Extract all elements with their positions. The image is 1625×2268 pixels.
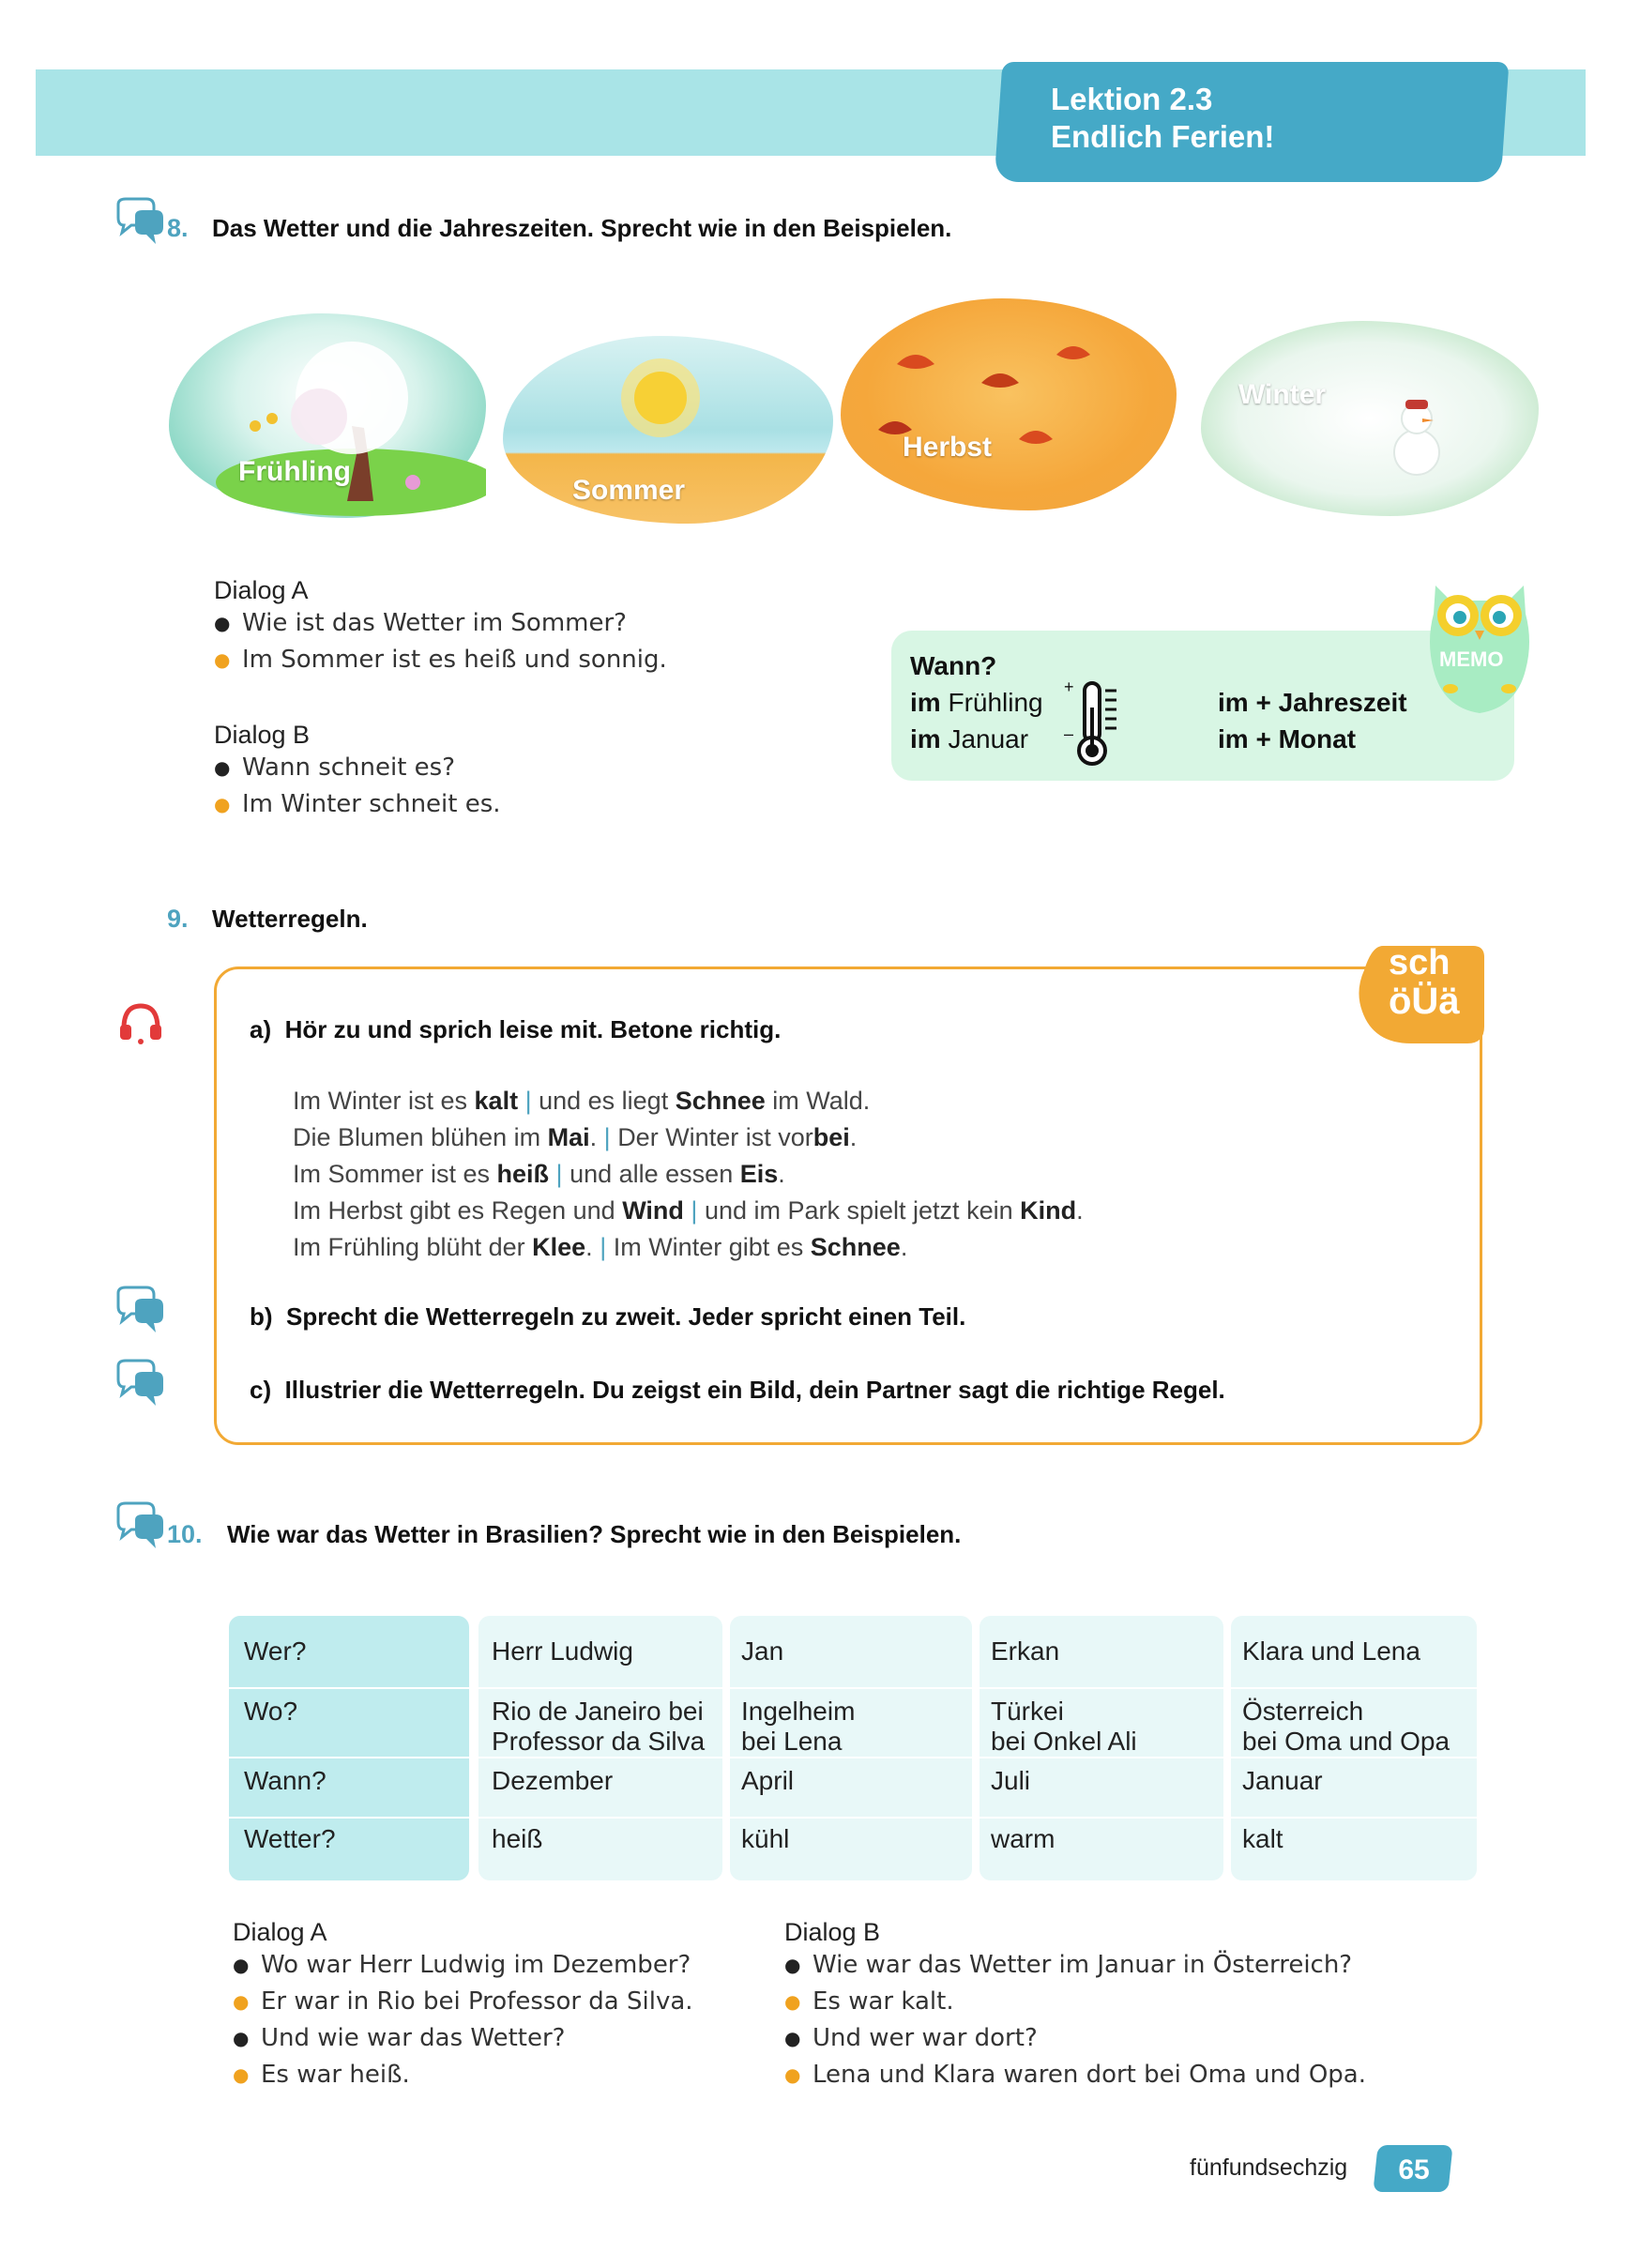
table-column-erkan: [980, 1616, 1223, 1880]
dialog-a-label: Dialog A: [233, 1918, 327, 1946]
table-cell: Ingelheim: [741, 1697, 856, 1726]
exercise-9a-instruction: [250, 1015, 781, 1044]
weather-rule-line: Im Sommer ist es heiß | und alle essen Eis.: [293, 1160, 785, 1188]
table-divider: [1231, 1687, 1477, 1689]
table-cell: Klara und Lena: [1242, 1636, 1420, 1666]
table-cell: Erkan: [991, 1636, 1060, 1666]
table-cell: Rio de Janeiro bei: [492, 1697, 704, 1726]
exercise-10-title: Wie war das Wetter in Brasilien? Sprecht wie in den Beispielen.: [227, 1520, 962, 1548]
bullet-icon: ●: [784, 2027, 801, 2049]
page-number: 65: [1398, 2154, 1430, 2185]
table-cell: Januar: [1242, 1766, 1323, 1795]
dialog-line: ● Wie war das Wetter im Januar in Österreich?: [784, 1947, 1497, 1984]
table-cell: kühl: [741, 1824, 790, 1853]
speech-bubbles-icon: [113, 1359, 165, 1408]
item-b-text: Sprecht die Wetterregeln zu zweit. Jeder spricht einen Teil.: [286, 1302, 966, 1331]
weather-rule-line: Die Blumen blühen im Mai. | Der Winter ist vorbei.: [293, 1123, 858, 1151]
dialog-line: ● Und wer war dort?: [784, 2020, 1497, 2057]
memo-badge: MEMO: [1439, 647, 1504, 671]
table-cell: kalt: [1242, 1824, 1283, 1853]
table-header-column: [229, 1616, 469, 1880]
memo-left-column: [910, 647, 1043, 757]
exercise-9-title: Wetterregeln.: [212, 905, 368, 933]
exercise-8-dialog-a: [214, 576, 796, 678]
table-cell: Professor da Silva: [492, 1727, 706, 1756]
table-header-cell: Wo?: [244, 1697, 298, 1726]
table-column-klara-und-lena: [1231, 1616, 1477, 1880]
thermometer-icon: [1073, 679, 1126, 769]
season-label-spring: Frühling: [238, 456, 351, 487]
bullet-icon: ●: [214, 793, 231, 815]
table-cell: heiß: [492, 1824, 543, 1853]
table-cell: Dezember: [492, 1766, 614, 1795]
exercise-8-title: Das Wetter und die Jahreszeiten. Sprecht wie in den Beispielen.: [212, 214, 952, 242]
lesson-title: [1051, 81, 1274, 156]
table-header-cell: Wann?: [244, 1766, 327, 1795]
snowman-icon: [1201, 321, 1539, 516]
exercise-8-dialog-b: [214, 721, 796, 823]
bullet-icon: ●: [214, 648, 231, 671]
bullet-icon: ●: [233, 2063, 250, 2086]
exercise-10-dialog-b: [784, 1918, 1497, 2093]
season-summer-illustration: [503, 336, 833, 524]
table-divider: [478, 1687, 722, 1689]
dialog-line: ● Es war kalt.: [784, 1984, 1497, 2020]
dialog-a-label: Dialog A: [214, 576, 309, 604]
table-divider: [980, 1757, 1223, 1758]
table-cell: bei Onkel Ali: [991, 1727, 1137, 1756]
memo-rule-2: im + Monat: [1218, 724, 1357, 753]
item-b-label: b): [250, 1302, 273, 1331]
leaves-icon: [841, 298, 1177, 510]
exercise-9b-instruction: [250, 1302, 965, 1332]
exercise-10-dialog-a: [233, 1918, 758, 2093]
bullet-icon: ●: [233, 1954, 250, 1976]
table-divider: [980, 1817, 1223, 1819]
table-header-cell: Wer?: [244, 1636, 307, 1666]
dialog-b-label: Dialog B: [214, 721, 311, 749]
season-winter-illustration: [1201, 321, 1539, 516]
item-c-label: c): [250, 1376, 272, 1404]
memo-question: Wann?: [910, 651, 997, 680]
dialog-line: ● Wie ist das Wetter im Sommer?: [214, 605, 796, 642]
item-a-label: a): [250, 1015, 272, 1043]
weather-rule-line: Im Frühling blüht der Klee. | Im Winter gibt es Schnee.: [293, 1233, 908, 1261]
headphones-icon: [118, 1000, 163, 1045]
bullet-icon: ●: [214, 612, 231, 634]
season-spring-illustration: [169, 313, 486, 518]
dialog-line: ● Und wie war das Wetter?: [233, 2020, 758, 2057]
season-label-winter: Winter: [1238, 379, 1327, 410]
table-header-cell: Wetter?: [244, 1824, 336, 1853]
bullet-icon: ●: [233, 2027, 250, 2049]
weather-rule-line: Im Herbst gibt es Regen und Wind | und im Park spielt jetzt kein Kind.: [293, 1196, 1084, 1225]
speech-bubbles-icon: [113, 197, 165, 246]
exercise-8-number: 8.: [167, 214, 189, 242]
table-column-herr-ludwig: [478, 1616, 722, 1880]
table-divider: [478, 1757, 722, 1758]
dialog-line: ● Es war heiß.: [233, 2057, 758, 2093]
speech-bubbles-icon: [113, 1286, 165, 1334]
table-column-jan: [730, 1616, 972, 1880]
season-label-summer: Sommer: [572, 475, 686, 506]
weather-rule-line: Im Winter ist es kalt | und es liegt Schnee im Wald.: [293, 1087, 871, 1115]
table-divider: [980, 1687, 1223, 1689]
table-divider: [730, 1687, 972, 1689]
thermometer-plus: +: [1064, 677, 1074, 696]
bullet-icon: ●: [214, 756, 231, 779]
table-divider: [730, 1817, 972, 1819]
bullet-icon: ●: [784, 2063, 801, 2086]
memo-row-1: im Frühling: [910, 688, 1043, 717]
exercise-10-number: 10.: [167, 1520, 203, 1548]
exercise-9-number: 9.: [167, 905, 189, 933]
thermometer-minus: –: [1064, 724, 1074, 743]
table-cell: Juli: [991, 1766, 1031, 1795]
weather-rules: [293, 1083, 1084, 1266]
season-label-autumn: Herbst: [903, 432, 993, 463]
bullet-icon: ●: [233, 1990, 250, 2013]
table-divider: [1231, 1757, 1477, 1758]
dialog-line: ● Wann schneit es?: [214, 750, 796, 786]
table-cell: Jan: [741, 1636, 784, 1666]
memo-row-2: im Januar: [910, 724, 1029, 753]
table-divider: [1231, 1817, 1477, 1819]
table-cell: Türkei: [991, 1697, 1064, 1726]
table-cell: Herr Ludwig: [492, 1636, 633, 1666]
speech-bubbles-icon: [113, 1501, 165, 1550]
bullet-icon: ●: [784, 1954, 801, 1976]
table-divider: [229, 1757, 469, 1758]
table-cell: April: [741, 1766, 795, 1795]
dialog-line: ● Im Sommer ist es heiß und sonnig.: [214, 642, 796, 678]
bullet-icon: ●: [784, 1990, 801, 2013]
table-cell: warm: [991, 1824, 1055, 1853]
lesson-name: Endlich Ferien!: [1051, 119, 1275, 154]
table-cell: bei Lena: [741, 1727, 843, 1756]
item-c-text: Illustrier die Wetterregeln. Du zeigst ein Bild, dein Partner sagt die richtige Regel.: [284, 1376, 1225, 1404]
dialog-line: ● Im Winter schneit es.: [214, 786, 796, 823]
exercise-9c-instruction: [250, 1376, 1225, 1405]
table-divider: [478, 1817, 722, 1819]
pronunciation-badge-bottom: öÜä: [1389, 981, 1460, 1022]
item-a-text: Hör zu und sprich leise mit. Betone richtig.: [284, 1015, 782, 1043]
memo-rule-1: im + Jahreszeit: [1218, 688, 1407, 717]
dialog-line: ● Lena und Klara waren dort bei Oma und Opa.: [784, 2057, 1497, 2093]
season-autumn-illustration: [841, 298, 1177, 510]
table-cell: Österreich: [1242, 1697, 1364, 1726]
pronunciation-badge-top: sch: [1389, 943, 1450, 982]
table-divider: [229, 1817, 469, 1819]
dialog-b-label: Dialog B: [784, 1918, 881, 1946]
dialog-line: ● Wo war Herr Ludwig im Dezember?: [233, 1947, 758, 1984]
table-divider: [730, 1757, 972, 1758]
table-divider: [229, 1687, 469, 1689]
lesson-number: Lektion 2.3: [1051, 82, 1213, 116]
memo-right-column: [1218, 684, 1407, 757]
page-number-word: fünfundsechzig: [1190, 2154, 1348, 2181]
dialog-line: ● Er war in Rio bei Professor da Silva.: [233, 1984, 758, 2020]
table-cell: bei Oma und Opa: [1242, 1727, 1450, 1756]
